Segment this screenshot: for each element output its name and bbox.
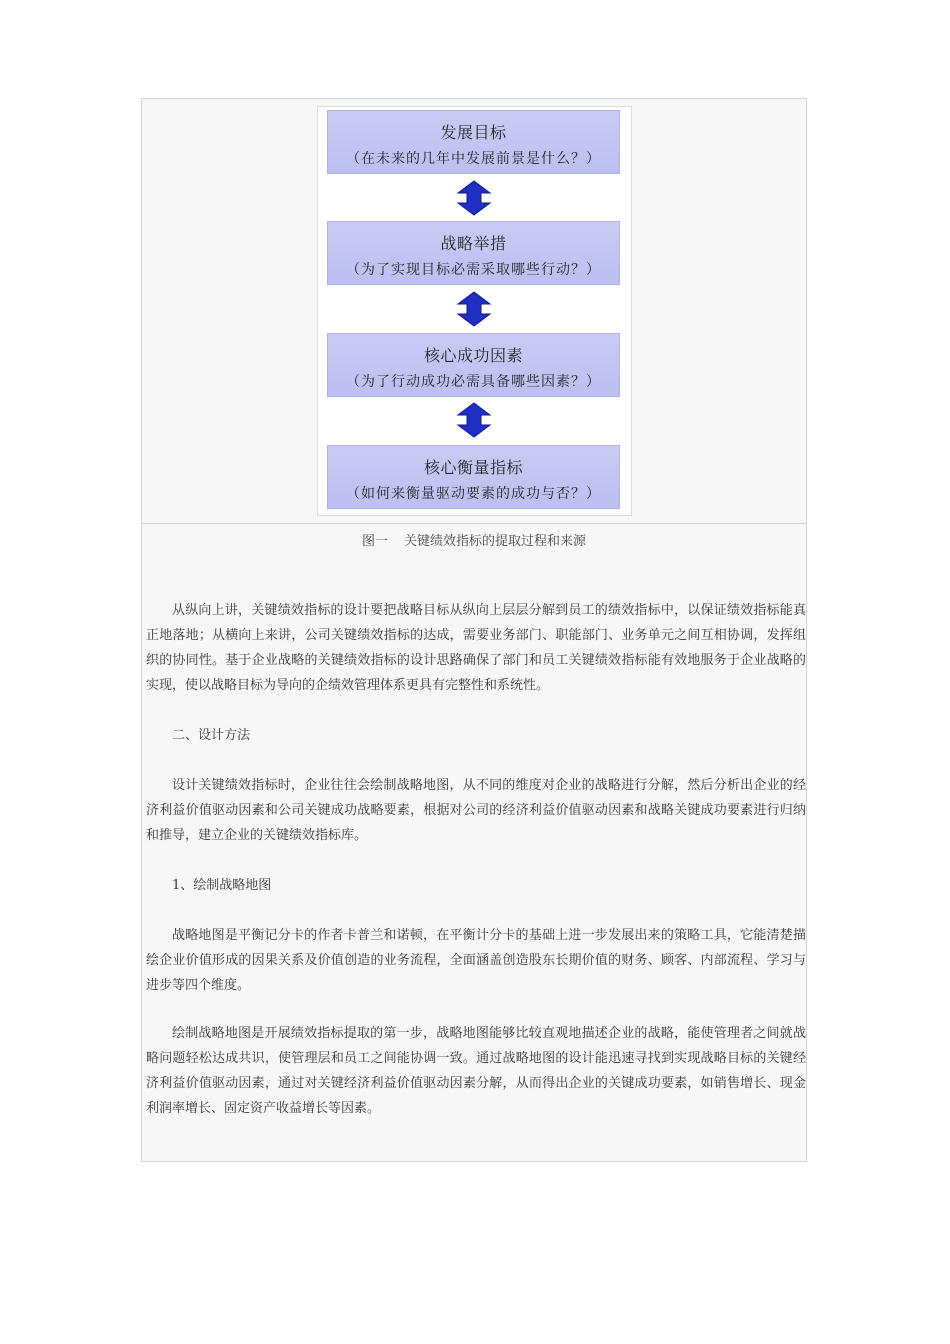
box-subtitle: （在未来的几年中发展前景是什么？） — [346, 151, 601, 167]
box-title: 战略举措 — [440, 234, 507, 253]
body-paragraph-3 — [146, 923, 806, 998]
box-subtitle: （为了实现目标必需采取哪些行动？） — [346, 262, 601, 278]
paragraph: 绘制战略地图是开展绩效指标提取的第一步，战略地图能够比较直观地描述企业的战略，能使管理者之间就战略问题轻松达成共识，使管理层和员工之间能协调一致。通过战略地图的设计能迅速寻找到实现战略目标的关键经济利益价值驱动因素，通过对关键经济利益价值驱动因素分解，从而得出企业的关键成功要素，如销售增长、现金利润率增长、固定资产收益增长等因素。 — [146, 1026, 806, 1116]
diagram-box-development-goal — [327, 110, 620, 174]
caption-label: 图一 — [361, 534, 388, 549]
box-title: 核心成功因素 — [423, 346, 523, 365]
paragraph: 设计关键绩效指标时，企业往往会绘制战略地图，从不同的维度对企业的战略进行分解，然后分析出企业的经济利益价值驱动因素和公司关键成功战略要素，根据对公司的经济利益价值驱动因素和战略关键成功要素进行归纳和推导，建立企业的关键绩效指标库。 — [146, 778, 806, 843]
heading: 1、绘制战略地图 — [172, 878, 272, 893]
subheading-draw-strategy-map — [146, 873, 806, 898]
box-subtitle: （如何来衡量驱动要素的成功与否？） — [346, 486, 601, 502]
diagram-box-strategic-initiatives — [327, 221, 620, 285]
body-paragraph-4 — [146, 1021, 806, 1121]
content-frame — [141, 98, 807, 1162]
diagram-box-key-success-factors — [327, 333, 620, 397]
body-paragraph-2 — [146, 773, 806, 848]
paragraph: 战略地图是平衡记分卡的作者卡普兰和诺顿，在平衡计分卡的基础上进一步发展出来的策略工具，它能清楚描绘企业价值形成的因果关系及价值创造的业务流程，全面涵盖创造股东长期价值的财务、顾客、内部流程、学习与进步等四个维度。 — [146, 928, 806, 993]
box-title: 核心衡量指标 — [423, 458, 523, 477]
paragraph: 从纵向上讲，关键绩效指标的设计要把战略目标从纵向上层层分解到员工的绩效指标中，以保证绩效指标能真正地落地；从横向上来讲，公司关键绩效指标的达成，需要业务部门、职能部门、业务单元之间互相协调，发挥组织的协同性。基于企业战略的关键绩效指标的设计思路确保了部门和员工关键绩效指标能有效地服务于企业战略的实现，使以战略目标为导向的企绩效管理体系更具有完整性和系统性。 — [146, 603, 806, 693]
box-subtitle: （为了行动成功必需具备哪些因素？） — [346, 374, 601, 390]
section-heading-design-method — [146, 723, 806, 748]
double-arrow-icon — [454, 180, 494, 216]
body-paragraph-1 — [146, 598, 806, 698]
diagram-box-key-measures — [327, 445, 620, 509]
caption-text: 关键绩效指标的提取过程和来源 — [404, 534, 587, 549]
figure-caption — [142, 530, 806, 549]
box-title: 发展目标 — [440, 123, 507, 142]
double-arrow-icon — [454, 291, 494, 327]
heading: 二、设计方法 — [172, 728, 251, 743]
double-arrow-icon — [454, 402, 494, 438]
kpi-process-diagram — [317, 106, 632, 516]
figure-cell — [142, 99, 806, 524]
